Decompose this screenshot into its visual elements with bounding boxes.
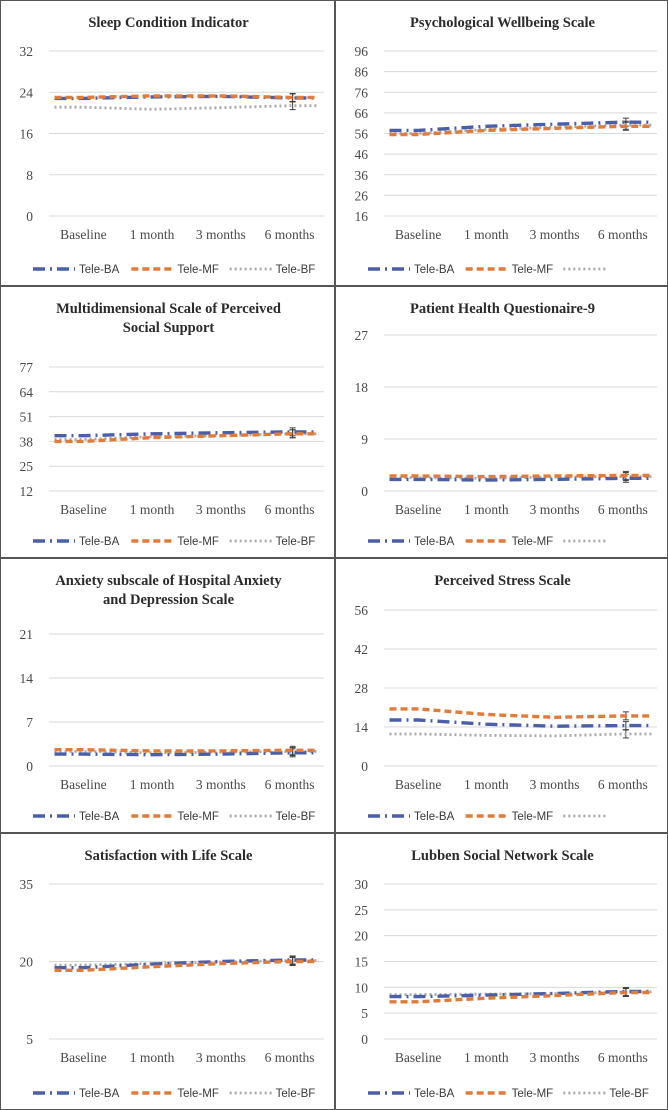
legend-label: Tele-MF	[511, 536, 554, 548]
series-line-tele-mf	[55, 750, 319, 751]
y-tick-label: 64	[19, 384, 33, 400]
line-chart	[1, 287, 335, 558]
y-tick-label: 0	[26, 759, 33, 774]
x-tick-label: 3 months	[195, 777, 246, 792]
line-chart	[1, 834, 335, 1110]
chart-title: Social Support	[122, 320, 215, 336]
y-tick-label: 5	[361, 1006, 368, 1022]
x-tick-label: 3 months	[529, 502, 580, 517]
x-tick-label: Baseline	[60, 1050, 107, 1065]
x-tick-label: 1 month	[129, 777, 175, 792]
x-tick-label: 1 month	[464, 1050, 509, 1065]
y-tick-label: 15	[354, 954, 368, 970]
x-tick-label: 1 month	[129, 227, 175, 242]
legend-label: Tele-BA	[414, 536, 455, 548]
y-tick-label: 51	[19, 409, 33, 425]
y-tick-label: 66	[354, 105, 368, 121]
chart-title: and Depression Scale	[102, 592, 235, 608]
y-tick-label: 14	[354, 720, 368, 735]
x-tick-label: 1 month	[129, 1050, 175, 1065]
x-tick-label: Baseline	[60, 502, 107, 517]
legend-label: Tele-BA	[79, 811, 120, 823]
chart-panel	[0, 558, 335, 833]
y-tick-label: 36	[354, 167, 368, 183]
chart-title: Lubben Social Network Scale	[411, 848, 594, 864]
legend-label: Tele-MF	[511, 1088, 554, 1100]
series-line-tele-mf	[55, 962, 319, 971]
y-tick-label: 10	[354, 980, 368, 996]
x-tick-label: 1 month	[129, 502, 175, 517]
y-tick-label: 9	[361, 432, 368, 447]
chart-title: Multidimensional Scale of Perceived	[56, 301, 281, 317]
x-tick-label: 6 months	[264, 1050, 315, 1065]
y-tick-label: 27	[354, 328, 368, 343]
y-tick-label: 26	[354, 188, 368, 204]
legend-label: Tele-BF	[275, 811, 316, 823]
x-tick-label: 3 months	[529, 1050, 580, 1065]
x-tick-label: Baseline	[60, 777, 107, 792]
legend-label: Tele-MF	[177, 536, 219, 548]
y-tick-label: 86	[354, 64, 368, 80]
line-chart	[336, 559, 668, 833]
y-tick-label: 25	[354, 902, 368, 918]
legend-label: Tele-BA	[414, 811, 455, 823]
x-tick-label: 3 months	[195, 502, 246, 517]
line-chart	[1, 559, 335, 833]
chart-title: Psychological Wellbeing Scale	[409, 15, 596, 31]
y-tick-label: 46	[354, 147, 368, 163]
x-tick-label: 3 months	[195, 1050, 246, 1065]
x-tick-label: Baseline	[394, 1050, 442, 1065]
line-chart	[336, 1, 668, 286]
y-tick-label: 96	[354, 44, 368, 59]
x-tick-label: 6 months	[597, 502, 648, 517]
x-tick-label: 6 months	[597, 227, 648, 242]
x-tick-label: 3 months	[529, 227, 580, 242]
x-tick-label: 6 months	[597, 777, 648, 792]
x-tick-label: 1 month	[464, 777, 509, 792]
chart-panel	[335, 833, 668, 1110]
chart-panel	[335, 0, 668, 286]
legend-label: Tele-MF	[511, 264, 554, 276]
x-tick-label: 6 months	[264, 227, 315, 242]
y-tick-label: 16	[19, 126, 33, 142]
y-tick-label: 5	[26, 1032, 33, 1047]
series-line-tele-ba	[55, 753, 319, 755]
series-line-tele-mf	[55, 434, 319, 442]
y-tick-label: 18	[354, 380, 368, 395]
y-tick-label: 76	[354, 85, 368, 101]
legend-label: Tele-BA	[79, 264, 120, 276]
x-tick-label: Baseline	[60, 227, 107, 242]
chart-panel	[0, 286, 335, 558]
series-line-tele-mf	[390, 709, 652, 717]
x-tick-label: 6 months	[264, 777, 315, 792]
y-tick-label: 8	[26, 167, 33, 183]
y-tick-label: 56	[354, 126, 368, 142]
legend-label: Tele-BF	[275, 536, 316, 548]
series-line-tele-bf	[390, 734, 652, 736]
x-tick-label: 1 month	[464, 227, 509, 242]
y-tick-label: 16	[354, 209, 368, 224]
x-tick-label: 1 month	[464, 502, 509, 517]
x-tick-label: 6 months	[264, 502, 315, 517]
x-tick-label: 3 months	[529, 777, 580, 792]
chart-title: Patient Health Questionaire-9	[410, 301, 595, 317]
y-tick-label: 0	[361, 484, 368, 499]
x-tick-label: 3 months	[195, 227, 246, 242]
legend-label: Tele-MF	[177, 264, 219, 276]
y-tick-label: 32	[19, 44, 33, 59]
chart-title: Sleep Condition Indicator	[88, 15, 249, 31]
chart-title: Satisfaction with Life Scale	[84, 848, 253, 864]
legend-label: Tele-BF	[275, 1088, 316, 1100]
x-tick-label: Baseline	[394, 227, 442, 242]
y-tick-label: 25	[19, 459, 33, 475]
y-tick-label: 14	[19, 671, 33, 686]
x-tick-label: Baseline	[394, 777, 442, 792]
y-tick-label: 56	[354, 603, 368, 618]
series-line-tele-bf	[55, 106, 319, 110]
line-chart	[1, 1, 335, 286]
y-tick-label: 21	[19, 627, 33, 642]
legend-label: Tele-MF	[177, 811, 219, 823]
y-tick-label: 0	[26, 209, 33, 224]
series-line-tele-ba	[390, 478, 652, 480]
chart-panel	[335, 558, 668, 833]
y-tick-label: 7	[26, 715, 33, 730]
y-tick-label: 12	[19, 484, 33, 499]
line-chart	[336, 834, 668, 1110]
chart-panel	[335, 286, 668, 558]
legend-label: Tele-BA	[414, 264, 455, 276]
chart-title: Perceived Stress Scale	[434, 573, 571, 589]
x-tick-label: 6 months	[597, 1050, 648, 1065]
y-tick-label: 35	[19, 877, 33, 892]
x-tick-label: Baseline	[394, 502, 442, 517]
legend-label: Tele-MF	[177, 1088, 219, 1100]
legend-label: Tele-BA	[79, 1088, 120, 1100]
y-tick-label: 0	[361, 759, 368, 774]
legend-label: Tele-BA	[79, 536, 120, 548]
line-chart	[336, 287, 668, 558]
y-tick-label: 38	[19, 434, 33, 450]
y-tick-label: 77	[19, 360, 33, 375]
series-line-tele-mf	[55, 96, 319, 98]
y-tick-label: 24	[19, 85, 33, 101]
legend-label: Tele-BA	[414, 1088, 455, 1100]
legend-label: Tele-BF	[275, 264, 316, 276]
series-line-tele-ba	[390, 720, 652, 726]
y-tick-label: 28	[354, 681, 368, 696]
chart-panel	[0, 833, 335, 1110]
y-tick-label: 20	[354, 928, 368, 944]
chart-title: Anxiety subscale of Hospital Anxiety	[55, 573, 282, 589]
y-tick-label: 20	[19, 954, 33, 970]
y-tick-label: 42	[354, 642, 368, 657]
y-tick-label: 30	[354, 877, 368, 892]
legend-label: Tele-BF	[609, 1088, 649, 1100]
legend-label: Tele-MF	[511, 811, 554, 823]
chart-panel	[0, 0, 335, 286]
y-tick-label: 0	[361, 1032, 368, 1047]
